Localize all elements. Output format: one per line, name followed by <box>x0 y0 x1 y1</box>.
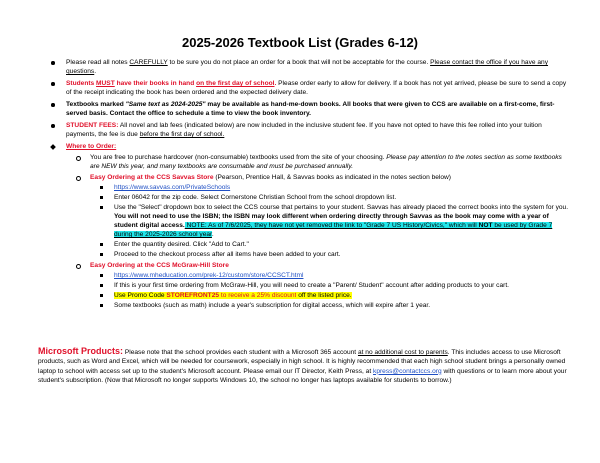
list-item <box>90 183 571 192</box>
page-title: 2025-2026 Textbook List (Grades 6-12) <box>181 35 419 50</box>
bullet-circle-icon <box>76 264 81 269</box>
savvas-link[interactable]: https://www.savvas.com/PrivateSchools <box>114 184 231 191</box>
list-item: Proceed to the checkout process after all items have been added to your cart. <box>90 250 571 259</box>
savvas-steps <box>90 183 571 259</box>
list-item: Use Promo Code STOREFRONT25 to receive a 25% discount off the listed price. <box>90 291 571 300</box>
order-used-books: You are free to purchase hardcover (non-consumable) textbooks used from the site of your choosing. Please pay attention to the notes section as some textbooks are NEW this year, and many textbooks are consumable and must be purchased annually. <box>66 153 571 171</box>
note-books-in-hand: Students MUST have their books in hand on the first day of school. Please order early to allow for delivery. If a book has not yet arrived, please be sure to send a copy of the receipt indicating the book has been ordered and the expected delivery date. <box>51 79 571 97</box>
list-item: Some textbooks (such as math) include a year's subscription for digital access, which will expire after 1 year. <box>90 301 571 310</box>
bullet-circle-icon <box>76 176 81 181</box>
bullet-square-icon <box>100 274 103 277</box>
mcgraw-hill-steps <box>90 271 571 310</box>
list-item: Enter the quantity desired. Click "Add to Cart." <box>90 240 571 249</box>
bullet-square-icon <box>100 253 103 256</box>
where-to-order-list <box>66 153 571 310</box>
it-director-email-link[interactable]: kpress@contactccs.org <box>373 367 442 375</box>
note-read-carefully: Please read all notes CAREFULLY to be sure you do not place an order for a book that will not be acceptable for the course. Please contact the office if you have any questions. <box>51 58 571 76</box>
bullet-dot-icon <box>51 124 55 128</box>
bullet-dot-icon <box>51 82 55 86</box>
list-item: Use the "Select" dropdown box to select the CCS course that pertains to your student. Savvas has already placed the correct books into the system for you. You will not need to use the ISBN; the ISBN may look different when ordering directly through Savvas as the book may come with a year of student digital access. NOTE: As of 7/6/2025, they have not yet removed the link to "Grade 7 US History/Civics," which will NOT be used by Grade 7 during the 2025-2026 school year. <box>90 203 571 239</box>
microsoft-products-section: Microsoft Products: Please note that the school provides each student with a Microsoft 365 account at no additional cost to parents. This includes access to use Microsoft products, such as Word and Excel, which will be needed for coursework, especially in high school. It is highly recommended that each high school student brings a personally owned laptop to school with access set up to the student's Microsoft account. Please email our IT Director, Keith Press, at kpress@contactccs.org with questions or to learn more about your student's subscription. (Now that Microsoft no longer supports Windows 10, the school no longer has laptops available for students to borrow.) <box>38 346 567 384</box>
list-item: If this is your first time ordering from McGraw-Hill, you will need to create a "Parent/ Student" account after adding products to your cart. <box>90 281 571 290</box>
bullet-square-icon <box>100 196 103 199</box>
bullet-square-icon <box>100 304 103 307</box>
order-mcgraw-hill-store: Easy Ordering at the CCS McGraw-Hill Store https://www.mheducation.com/prek-12/custom/store/CCSCT.html If this is your first time ordering from McGraw-Hill, you will need to create a "Parent/ Student" account after adding products to your cart. Use Promo Code STOREFRONT25 to receive a 25% discount off the listed price. Some textbooks (such as math) include a year's subscription for digital access, which will expire after 1 year. <box>66 261 571 310</box>
bullet-diamond-icon <box>50 144 56 150</box>
list-item <box>90 271 571 280</box>
bullet-dot-icon <box>51 103 55 107</box>
bullet-square-icon <box>100 294 103 297</box>
note-hand-me-down: Textbooks marked "Same text as 2024-2025" may be available as hand-me-down books. All books that were given to CCS are available on a first-come, first-served basis. Contact the office to schedule a time to view the book inventory. <box>51 100 571 118</box>
bullet-square-icon <box>100 186 103 189</box>
note-student-fees: STUDENT FEES: All novel and lab fees (indicated below) are now included in the inclusive student fee. If you have not opted to have this fee rolled into your tuition payments, the fee is due before the first day of school. <box>51 121 571 139</box>
bullet-dot-icon <box>51 61 55 65</box>
notes-list <box>51 58 571 313</box>
list-item: Enter 06042 for the zip code. Select Cornerstone Christian School from the school dropdown list. <box>90 193 571 202</box>
where-to-order-heading: Where to Order: <box>66 143 117 150</box>
bullet-square-icon <box>100 206 103 209</box>
bullet-square-icon <box>100 284 103 287</box>
note-where-to-order <box>51 142 571 310</box>
mcgraw-hill-link[interactable]: https://www.mheducation.com/prek-12/custom/store/CCSCT.html <box>114 272 304 279</box>
promo-code: STOREFRONT25 <box>166 292 220 299</box>
order-savvas-store: Easy Ordering at the CCS Savvas Store (Pearson, Prentice Hall, & Savvas books as indicated in the notes section below) https://www.savvas.com/PrivateSchools Enter 06042 for the zip code. Select Cornerstone Christian School from the school dropdown list. Use the "Select" dropdown box to select the CCS course that pertains to your student. Savvas has already placed the correct books into the system for you. You will not need to use the ISBN; the ISBN may look different when ordering directly through Savvas as the book may come with a year of student digital access. NOTE: As of 7/6/2025, they have not yet removed the link to "Grade 7 US History/Civics," which will NOT be used by Grade 7 during the 2025-2026 school year. Enter the quantity desired. Click "Add to Cart." Proceed to the checkout process after all items have been added to your cart. <box>66 173 571 259</box>
bullet-square-icon <box>100 243 103 246</box>
bullet-circle-icon <box>76 156 81 161</box>
microsoft-products-heading: Microsoft Products: <box>38 346 124 356</box>
